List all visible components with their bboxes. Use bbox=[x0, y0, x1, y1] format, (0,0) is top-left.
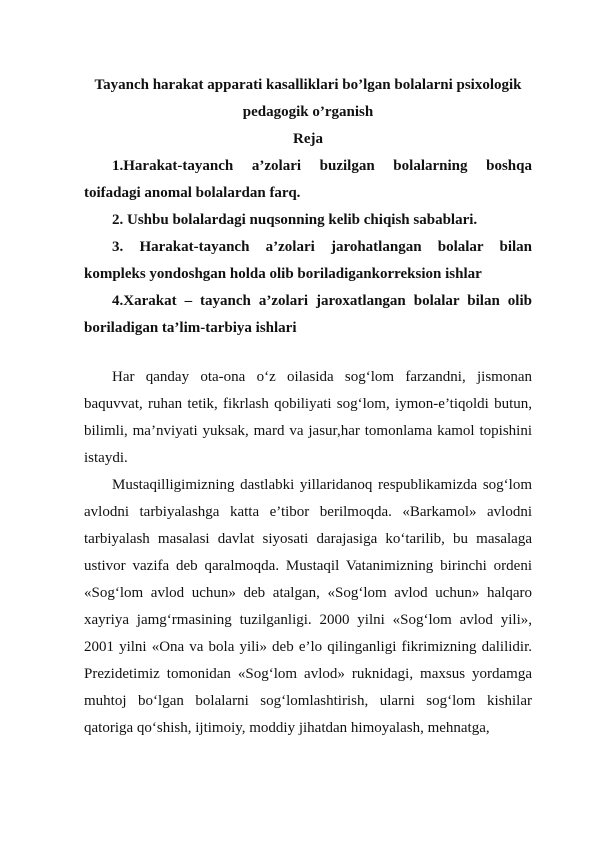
document-title: Tayanch harakat apparati kasalliklari bo’lgan bolalarni psixologik pedagogik o’rganish bbox=[94, 77, 522, 120]
section-spacer bbox=[84, 342, 532, 364]
body-paragraph-1: Har qanday ota-ona o‘z oilasida sog‘lom farzandni, jismonan baquvvat, ruhan tetik, fikrlash qobiliyati sog‘lom, iymon-e’tiqoldi butun, bilimli, ma’nviyati yuksak, mard va jasur,har tomonlama kamol topishini istaydi. bbox=[84, 369, 532, 466]
plan-item-2: 2. Ushbu bolalardagi nuqsonning kelib chiqish sabablari. bbox=[112, 212, 478, 228]
plan-item-4: 4.Xarakat – tayanch a’zolari jaroxatlangan bolalar bilan olib boriladigan ta’lim-tarbiya ishlari bbox=[84, 293, 532, 336]
document-page bbox=[84, 72, 532, 742]
plan-item-3: 3. Harakat-tayanch a’zolari jarohatlangan bolalar bilan kompleks yondoshgan holda olib boriladigankorreksion ishlar bbox=[84, 239, 532, 282]
plan-item-1: 1.Harakat-tayanch a’zolari buzilgan bolalarning boshqa toifadagi anomal bolalardan farq. bbox=[84, 158, 532, 201]
plan-heading: Reja bbox=[293, 131, 323, 147]
body-paragraph-2: Mustaqilligimizning dastlabki yillaridanoq respublikamizda sog‘lom avlodni tarbiyalashga katta e’tibor berilmoqda. «Barkamol» avlodni tarbiyalash masalasi davlat siyosati darajasiga ko‘tarilib, bu masalaga ustivor vazifa deb qaralmoqda. Mustaqil Vatanimizning birinchi ordeni «Sog‘lom avlod uchun» deb atalgan, «Sog‘lom avlod uchun» halqaro xayriya jamg‘rmasining tuzilganligi. 2000 yilni «Sog‘lom avlod yili», 2001 yilni «Ona va bola yili» deb e’lo qilinganligi fikrimizning dalilidir. Prezidetimiz tomonidan «Sog‘lom avlod» ruknidagi, maxsus yordamga muhtoj bo‘lgan bolalarni sog‘lomlashtirish, ularni sog‘lom kishilar qatoriga qo‘shish, ijtimoiy, moddiy jihatdan himoyalash, mehnatga, bbox=[84, 477, 532, 736]
